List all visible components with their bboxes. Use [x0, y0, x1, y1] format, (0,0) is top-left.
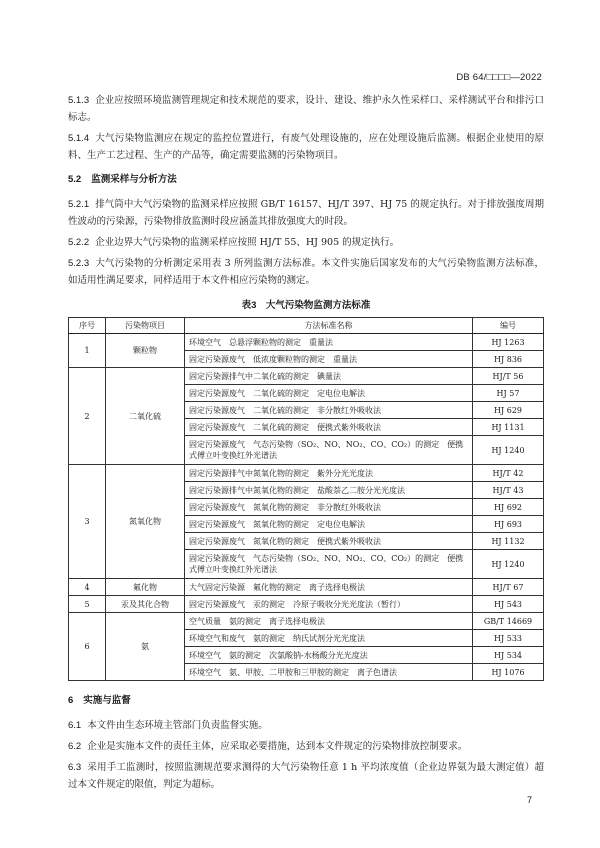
clause-text: 企业应按照环境监测管理规定和技术规范的要求，设计、建设、维护永久性采样口、采样测试平台和排污口标志。 — [68, 95, 544, 123]
table-row — [69, 334, 544, 351]
cell-pollutant: 氨 — [106, 613, 185, 681]
cell-method: 环境空气 总悬浮颗粒物的测定 重量法 — [185, 334, 473, 351]
cell-method: 固定污染源废气 氮氧化物的测定 便携式紫外吸收法 — [185, 533, 473, 550]
cell-method: 空气质量 氨的测定 离子选择电极法 — [185, 613, 473, 630]
header-seq: 序号 — [69, 318, 106, 334]
cell-seq: 3 — [69, 465, 106, 579]
section-heading-5-2 — [68, 172, 544, 188]
header-code: 编号 — [473, 318, 544, 334]
table-row — [69, 596, 544, 613]
table-body — [69, 334, 544, 681]
cell-method: 固定污染源废气 二氧化硫的测定 定电位电解法 — [185, 385, 473, 402]
table-row — [69, 368, 544, 385]
cell-method: 大气固定污染源 氟化物的测定 离子选择电极法 — [185, 579, 473, 596]
clause-5-2-list — [68, 196, 544, 289]
cell-pollutant: 汞及其化合物 — [106, 596, 185, 613]
cell-method: 固定污染源排气中氮氧化物的测定 紫外分光光度法 — [185, 465, 473, 482]
cell-code: HJ 836 — [473, 351, 544, 368]
cell-method: 固定污染源排气中二氧化硫的测定 碘量法 — [185, 368, 473, 385]
table-header-row — [69, 318, 544, 334]
cell-code: HJ 1263 — [473, 334, 544, 351]
clause-paragraph — [68, 196, 544, 230]
cell-seq: 6 — [69, 613, 106, 681]
cell-method: 环境空气 氨的测定 次氯酸钠-水杨酸分光光度法 — [185, 647, 473, 664]
cell-method: 环境空气 氨、甲胺、二甲胺和三甲胺的测定 离子色谱法 — [185, 664, 473, 681]
clause-6-list — [68, 717, 544, 793]
document-code: DB 64/□□□□—2022 — [456, 72, 542, 83]
clause-number: 5.2.1 — [68, 199, 90, 210]
cell-method: 固定污染源废气 氮氧化物的测定 非分散红外吸收法 — [185, 499, 473, 516]
monitoring-methods-table — [68, 317, 544, 681]
cell-method: 环境空气和废气 氨的测定 纳氏试剂分光光度法 — [185, 630, 473, 647]
clause-text: 企业是实施本文件的责任主体，应采取必要措施，达到本文件规定的污染物排放控制要求。 — [87, 741, 468, 752]
cell-code: HJ 1240 — [473, 436, 544, 465]
clause-text: 大气污染物监测应在规定的监控位置进行，有废气处理设施的，应在处理设施后监测。根据企业使用的原料、生产工艺过程、生产的产品等，确定需要监测的污染物项目。 — [68, 133, 544, 161]
cell-pollutant: 二氧化硫 — [106, 368, 185, 465]
cell-code: HJ 533 — [473, 630, 544, 647]
cell-seq: 2 — [69, 368, 106, 465]
cell-method: 固定污染源废气 汞的测定 冷原子吸收分光光度法（暂行） — [185, 596, 473, 613]
cell-code: HJ 534 — [473, 647, 544, 664]
cell-method: 固定污染源废气 气态污染物（SO₂、NO、NO₂、CO、CO₂）的测定 便携式傅立叶变换红外光谱法 — [185, 550, 473, 579]
cell-code: HJ 57 — [473, 385, 544, 402]
clause-text: 采用手工监测时，按照监测规范要求测得的大气污染物任意 1 h 平均浓度值（企业边界氨为最大测定值）超过本文件规定的限值，判定为超标。 — [68, 762, 544, 790]
cell-code: HJ/T 43 — [473, 482, 544, 499]
cell-code: HJ/T 42 — [473, 465, 544, 482]
cell-seq: 4 — [69, 579, 106, 596]
cell-pollutant: 氟化物 — [106, 579, 185, 596]
cell-code: HJ 1132 — [473, 533, 544, 550]
cell-code: HJ 1131 — [473, 419, 544, 436]
cell-method: 固定污染源废气 氮氧化物的测定 定电位电解法 — [185, 516, 473, 533]
cell-code: HJ 692 — [473, 499, 544, 516]
cell-code: HJ 543 — [473, 596, 544, 613]
clause-number: 5.2.2 — [68, 237, 90, 248]
clause-paragraph — [68, 759, 544, 793]
clause-number: 5.2.3 — [68, 258, 90, 269]
clause-paragraph — [68, 717, 544, 734]
clause-number: 6.3 — [68, 762, 82, 773]
clause-paragraph — [68, 255, 544, 289]
clause-paragraph — [68, 92, 544, 126]
cell-method: 固定污染源废气 气态污染物（SO₂、NO、NO₂、CO、CO₂）的测定 便携式傅立叶变换红外光谱法 — [185, 436, 473, 465]
clause-number: 6.1 — [68, 720, 82, 731]
cell-code: HJ/T 56 — [473, 368, 544, 385]
cell-code: HJ 629 — [473, 402, 544, 419]
clause-text: 本文件由生态环境主管部门负责监督实施。 — [87, 720, 268, 731]
cell-method: 固定污染源废气 二氧化硫的测定 便携式紫外吸收法 — [185, 419, 473, 436]
table-row — [69, 579, 544, 596]
section-heading-6 — [68, 693, 544, 709]
clause-text: 排气筒中大气污染物的监测采样应按照 GB/T 16157、HJ/T 397、HJ 75 的规定执行。对于排放强度周期性波动的污染源，污染物排放监测时段应涵盖其排放强度大的时段。 — [68, 199, 544, 227]
table-title: 表3 大气污染物监测方法标准 — [241, 300, 371, 311]
cell-pollutant: 颗粒物 — [106, 334, 185, 368]
clause-text: 大气污染物的分析测定采用表 3 所列监测方法标准。本文件实施后国家发布的大气污染物监测方法标准，如适用性满足要求，同样适用于本文件相应污染物的测定。 — [68, 258, 544, 286]
cell-method: 固定污染源废气 二氧化硫的测定 非分散红外吸收法 — [185, 402, 473, 419]
page-content — [68, 92, 544, 797]
cell-method: 固定污染源废气 低浓度颗粒物的测定 重量法 — [185, 351, 473, 368]
cell-code: GB/T 14669 — [473, 613, 544, 630]
clause-number: 6.2 — [68, 741, 82, 752]
page-number: 7 — [526, 795, 532, 805]
clause-number: 5.1.3 — [68, 95, 90, 106]
cell-seq: 5 — [69, 596, 106, 613]
cell-code: HJ 693 — [473, 516, 544, 533]
section-title: 监测采样与分析方法 — [91, 174, 177, 185]
cell-seq: 1 — [69, 334, 106, 368]
cell-code: HJ/T 67 — [473, 579, 544, 596]
section-number: 5.2 — [68, 174, 82, 185]
cell-code: HJ 1076 — [473, 664, 544, 681]
clause-text: 企业边界大气污染物的监测采样应按照 HJ/T 55、HJ 905 的规定执行。 — [95, 237, 400, 248]
clause-paragraph — [68, 738, 544, 755]
cell-pollutant: 氮氧化物 — [106, 465, 185, 579]
clause-5-1-list — [68, 92, 544, 164]
header-method: 方法标准名称 — [185, 318, 473, 334]
table-row — [69, 613, 544, 630]
clause-paragraph — [68, 130, 544, 164]
clause-paragraph — [68, 234, 544, 251]
section-number: 6 — [68, 695, 74, 706]
section-title: 实施与监督 — [83, 695, 131, 706]
header-pollutant: 污染物项目 — [106, 318, 185, 334]
clause-number: 5.1.4 — [68, 133, 90, 144]
cell-code: HJ 1240 — [473, 550, 544, 579]
table-row — [69, 465, 544, 482]
cell-method: 固定污染源排气中氮氧化物的测定 盐酸萘乙二胺分光光度法 — [185, 482, 473, 499]
